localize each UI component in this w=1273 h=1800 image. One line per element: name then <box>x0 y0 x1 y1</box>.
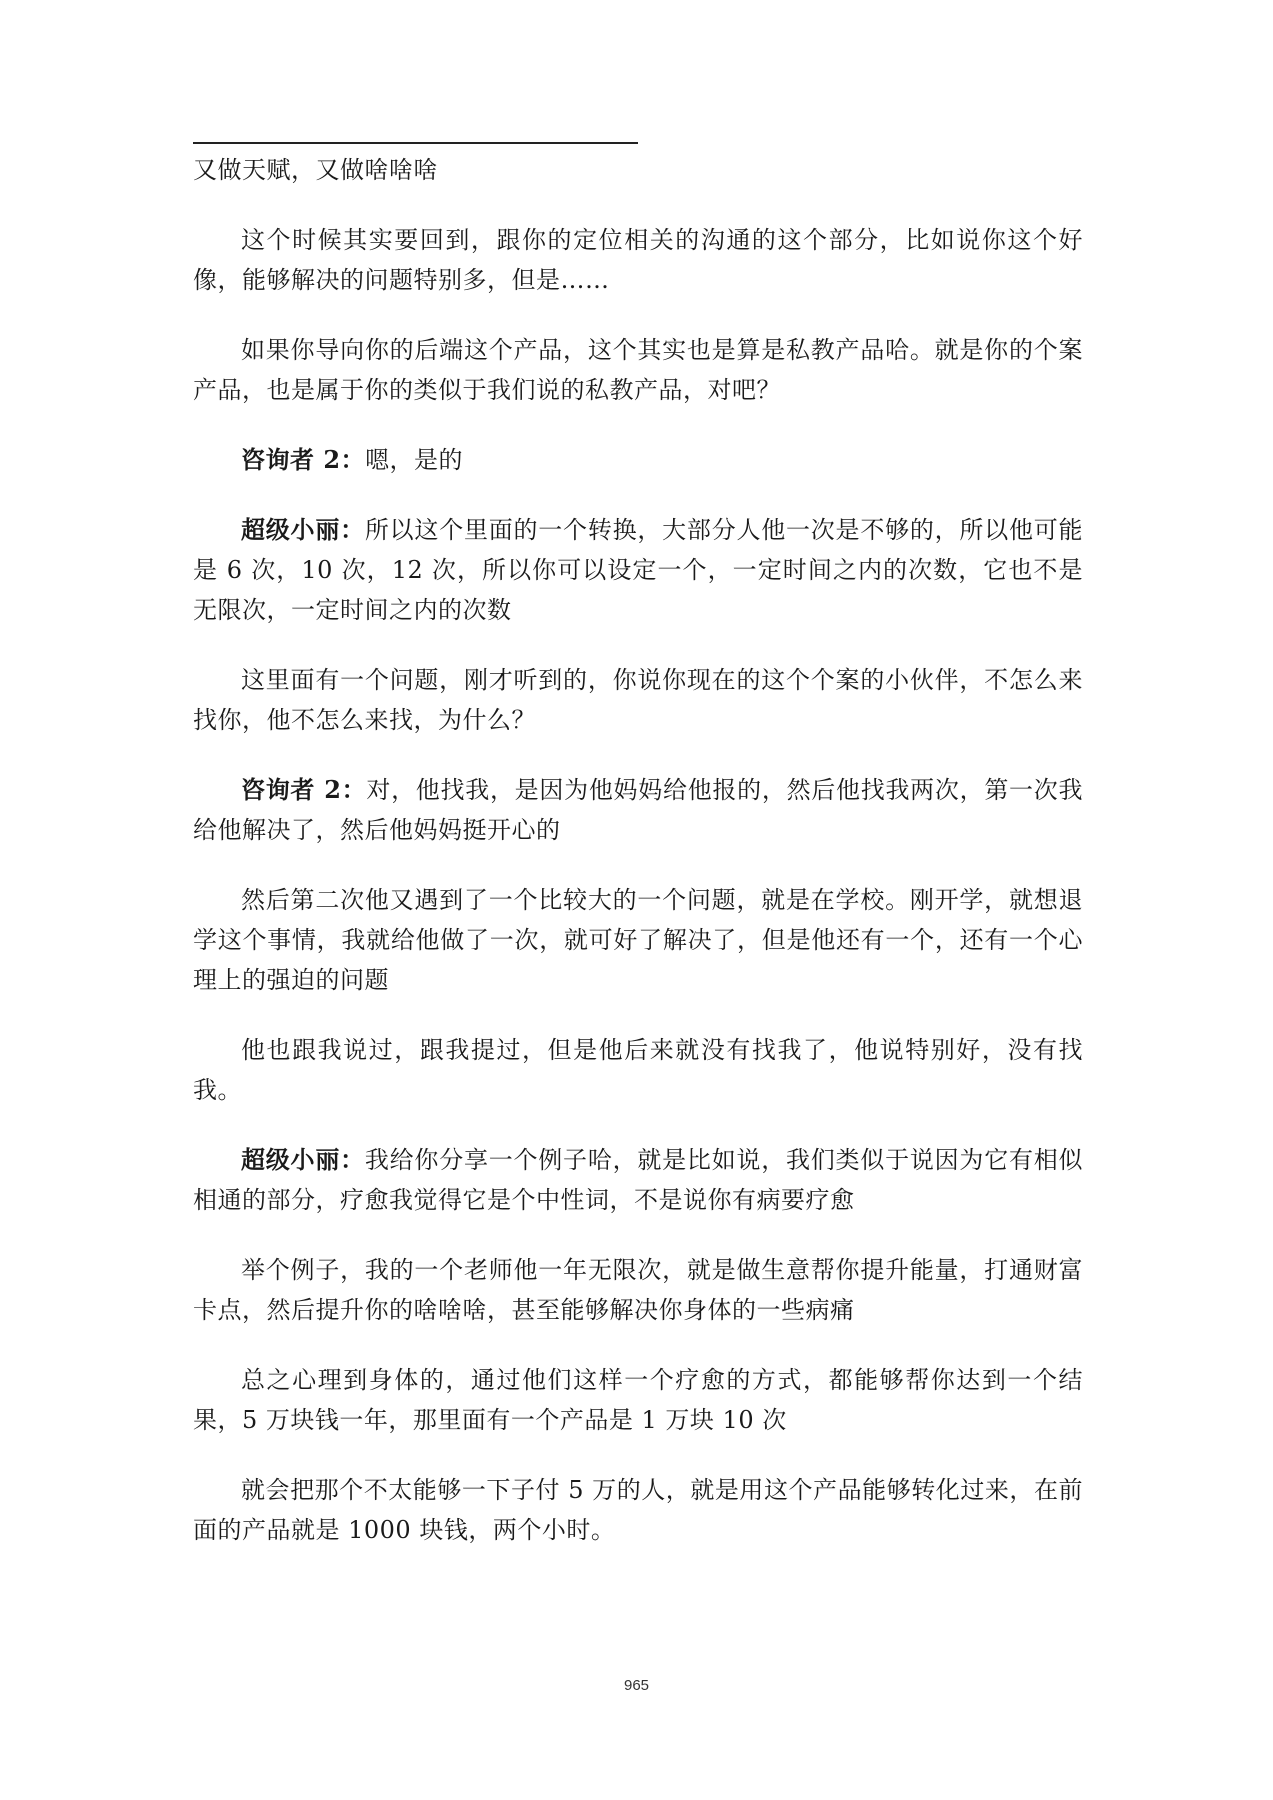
speaker-label: 超级小丽： <box>241 515 365 544</box>
paragraph <box>193 1470 1083 1550</box>
paragraph <box>193 880 1083 1000</box>
speaker-label: 咨询者 2： <box>241 445 366 474</box>
paragraph-text: 所以这个里面的一个转换，大部分人他一次是不够的，所以他可能是 6 次，10 次，12 次，所以你可以设定一个，一定时间之内的次数，它也不是无限次，一定时间之内的次数 <box>193 516 1084 624</box>
speaker-label: 咨询者 2： <box>241 775 367 804</box>
paragraph-text: 我给你分享一个例子哈，就是比如说，我们类似于说因为它有相似相通的部分，疗愈我觉得它是个中性词，不是说你有病要疗愈 <box>193 1146 1084 1214</box>
paragraph <box>193 1250 1083 1330</box>
paragraph-text: 总之心理到身体的，通过他们这样一个疗愈的方式，都能够帮你达到一个结果，5 万块钱一年，那里面有一个产品是 1 万块 10 次 <box>193 1366 1083 1434</box>
paragraph-text: 如果你导向你的后端这个产品，这个其实也是算是私教产品哈。就是你的个案产品，也是属于你的类似于我们说的私教产品，对吧？ <box>193 336 1083 404</box>
paragraph <box>193 1030 1083 1110</box>
paragraph <box>193 510 1083 630</box>
paragraph <box>193 1360 1083 1440</box>
paragraph <box>193 660 1083 740</box>
paragraph-text: 又做天赋，又做啥啥啥 <box>193 156 438 184</box>
paragraph <box>193 1140 1083 1220</box>
paragraph <box>193 440 1083 480</box>
paragraph-text: 举个例子，我的一个老师他一年无限次，就是做生意帮你提升能量，打通财富卡点，然后提升你的啥啥啥，甚至能够解决你身体的一些病痛 <box>193 1256 1083 1324</box>
paragraph-text: 这个时候其实要回到，跟你的定位相关的沟通的这个部分，比如说你这个好像，能够解决的问题特别多，但是…… <box>193 226 1083 294</box>
paragraph <box>193 220 1083 300</box>
speaker-label: 超级小丽： <box>241 1145 365 1174</box>
paragraph-text: 他也跟我说过，跟我提过，但是他后来就没有找我了，他说特别好，没有找我。 <box>193 1036 1083 1104</box>
paragraph <box>193 330 1083 410</box>
header-rule <box>193 142 638 144</box>
paragraph-text: 然后第二次他又遇到了一个比较大的一个问题，就是在学校。刚开学，就想退学这个事情，我就给他做了一次，就可好了解决了，但是他还有一个，还有一个心理上的强迫的问题 <box>193 886 1083 994</box>
paragraph-text: 就会把那个不太能够一下子付 5 万的人，就是用这个产品能够转化过来，在前面的产品就是 1000 块钱，两个小时。 <box>193 1476 1083 1544</box>
page-number: 965 <box>623 1677 650 1694</box>
paragraph-text: 对，他找我，是因为他妈妈给他报的，然后他找我两次，第一次我给他解决了，然后他妈妈挺开心的 <box>193 776 1083 844</box>
paragraph-text: 这里面有一个问题，刚才听到的，你说你现在的这个个案的小伙伴，不怎么来找你，他不怎么来找，为什么？ <box>193 666 1083 734</box>
paragraph <box>193 150 1083 190</box>
document-body <box>193 150 1083 1550</box>
paragraph-text: 嗯，是的 <box>365 446 464 474</box>
paragraph <box>193 770 1083 850</box>
